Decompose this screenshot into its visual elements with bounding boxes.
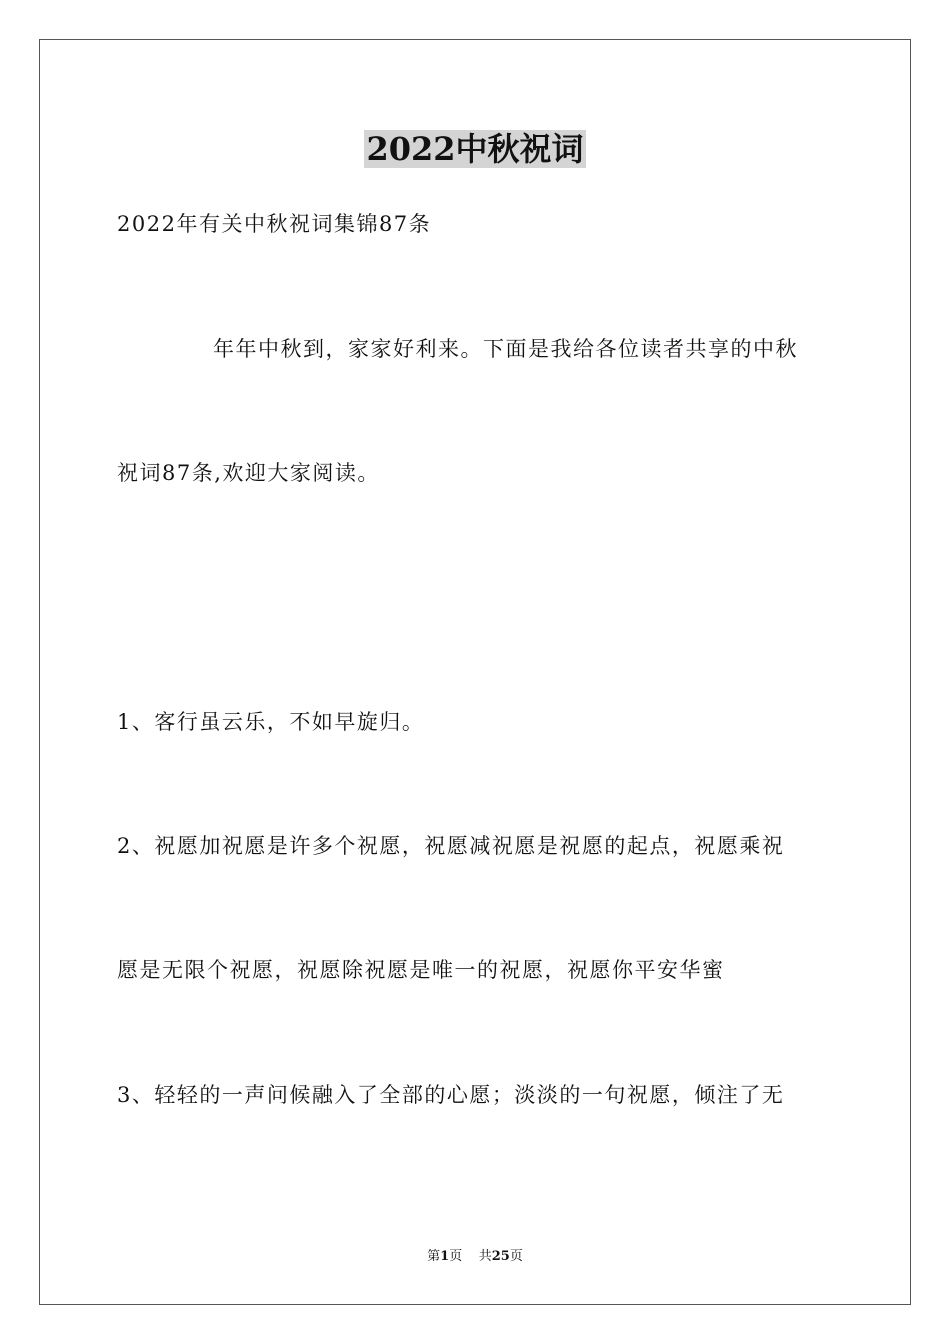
footer-total-suffix: 页 <box>509 1249 523 1264</box>
footer-page-prefix: 第 <box>427 1249 441 1264</box>
footer-page-suffix: 页 <box>449 1249 463 1264</box>
footer-total-pages: 25 <box>491 1249 510 1264</box>
intro-paragraph-line-1: 年年中秋到，家家好利来。下面是我给各位读者共享的中秋 <box>213 337 798 361</box>
list-item-3-line-1: 3、轻轻的一声问候融入了全部的心愿；淡淡的一句祝愿，倾注了无 <box>117 1083 785 1107</box>
intro-paragraph-line-2: 祝词87条,欢迎大家阅读。 <box>117 461 380 485</box>
footer-total-prefix: 共 <box>478 1249 492 1264</box>
footer-page-number: 1 <box>440 1249 450 1264</box>
list-item-1: 1、客行虽云乐，不如早旋归。 <box>117 710 425 734</box>
document-title <box>0 127 950 171</box>
list-item-2-line-2: 愿是无限个祝愿，祝愿除祝愿是唯一的祝愿，祝愿你平安华蜜 <box>117 958 725 982</box>
page-footer <box>0 1248 950 1266</box>
document-subtitle: 2022年有关中秋祝词集锦87条 <box>117 212 432 236</box>
document-title-text: 2022中秋祝词 <box>366 130 584 168</box>
list-item-2-line-1: 2、祝愿加祝愿是许多个祝愿，祝愿减祝愿是祝愿的起点，祝愿乘祝 <box>117 834 785 858</box>
